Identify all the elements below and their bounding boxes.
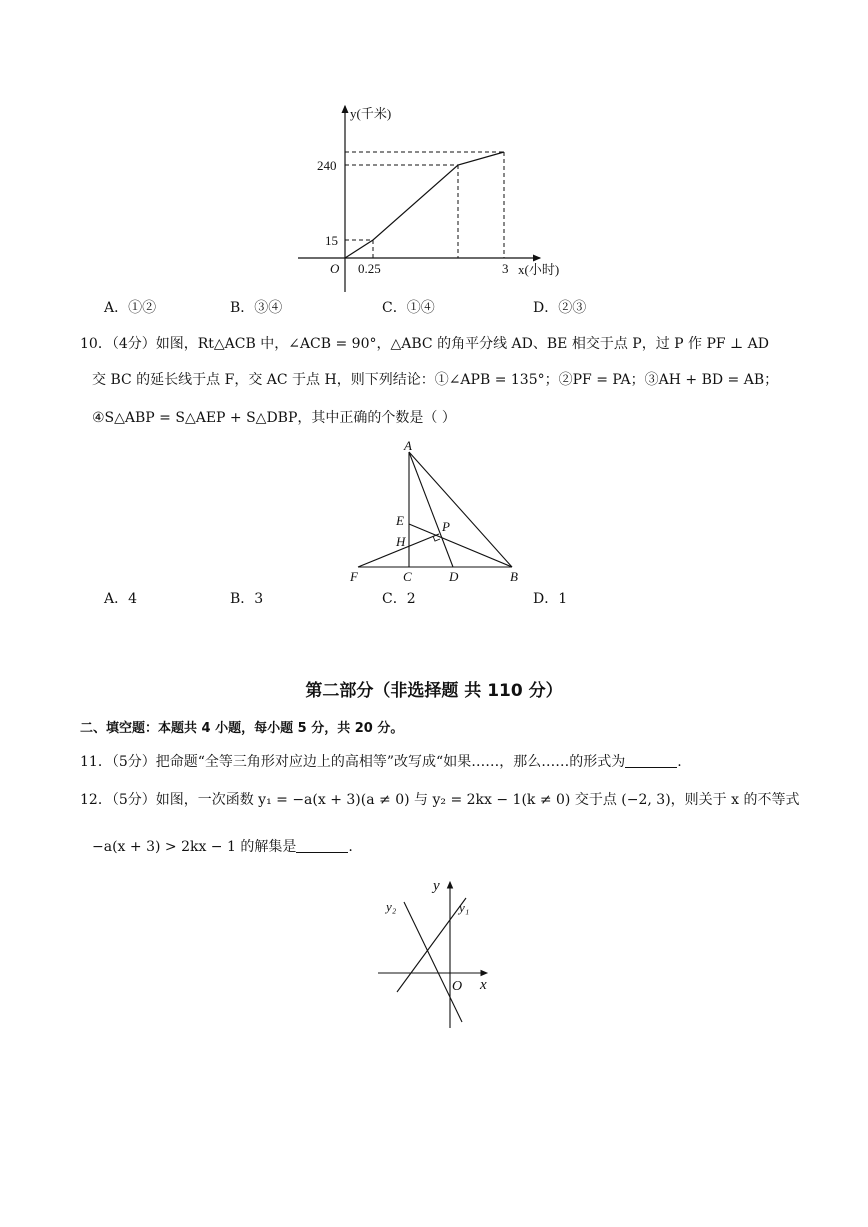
label-p: P xyxy=(442,519,450,534)
q12-end: . xyxy=(348,839,353,855)
y-label-2: y xyxy=(433,878,440,894)
q12-text-2: −a(x + 3) > 2kx − 1 的解集是 xyxy=(92,839,297,855)
line-y2 xyxy=(404,902,462,1022)
section2-title: 二、填空题：本题共 4 小题，每小题 5 分，共 20 分。 xyxy=(80,721,404,736)
label-c: C xyxy=(403,569,412,584)
x-label-2: x xyxy=(480,977,487,993)
q11-line xyxy=(80,752,682,772)
label-f: F xyxy=(350,569,358,584)
q9-option-c[interactable]: C．①④ xyxy=(382,300,435,316)
label-e: E xyxy=(396,513,404,528)
q10-line-2: 交 BC 的延长线于点 F，交 AC 于点 H，则下列结论：①∠APB = 135°；②PF = PA；③AH + BD = AB； xyxy=(92,372,779,388)
q10-line-3: ④S△ABP = S△AEP + S△DBP，其中正确的个数是（ ） xyxy=(92,410,456,426)
y-tick-240: 240 xyxy=(317,158,337,173)
q10-option-a[interactable]: A．4 xyxy=(104,591,138,607)
q9-option-b[interactable]: B．③④ xyxy=(230,300,283,316)
segment-be xyxy=(409,524,512,567)
distance-time-graph xyxy=(290,98,580,294)
q12-line-1: 12．（5分）如图，一次函数 y₁ = −a(x + 3)(a ≠ 0) 与 y₂ = 2kx − 1(k ≠ 0) 交于点 (−2, 3)，则关于 x 的不等式 xyxy=(80,792,800,808)
segment-ad xyxy=(409,452,453,567)
line-y2-label: y₂ xyxy=(386,899,397,914)
q10-option-c[interactable]: C．2 xyxy=(382,591,416,607)
origin-label-2: O xyxy=(452,979,463,994)
origin-label: O xyxy=(330,261,340,276)
label-d: D xyxy=(449,569,459,584)
q10-option-b[interactable]: B．3 xyxy=(230,591,264,607)
q10-option-d[interactable]: D．1 xyxy=(533,591,568,607)
q11-end: . xyxy=(677,754,682,770)
q10-line-1: 10．（4分）如图，Rt△ACB 中，∠ACB = 90°，△ABC 的角平分线 AD、BE 相交于点 P，过 P 作 PF ⊥ AD xyxy=(80,336,770,352)
distance-line xyxy=(345,152,504,258)
triangle-figure xyxy=(340,438,540,588)
line-y1 xyxy=(397,898,466,992)
y-tick-15: 15 xyxy=(325,233,338,248)
x-tick-3: 3 xyxy=(502,261,509,276)
q11-text: 11．（5分）把命题“全等三角形对应边上的高相等”改写成“如果……，那么……的形式为 xyxy=(80,754,626,770)
linear-functions-graph xyxy=(370,872,500,1032)
q12-answer-blank[interactable] xyxy=(296,838,348,853)
q9-option-d[interactable]: D．②③ xyxy=(533,300,587,316)
segment-ab xyxy=(409,452,512,567)
q11-answer-blank[interactable] xyxy=(625,753,677,768)
line-y1-label: y₁ xyxy=(459,900,470,915)
q12-line-2 xyxy=(92,837,353,857)
part2-heading: 第二部分（非选择题 共 110 分） xyxy=(305,681,563,701)
x-axis-label: x(小时) xyxy=(518,262,560,277)
x-tick-025: 0.25 xyxy=(358,261,381,276)
label-a: A xyxy=(404,438,412,453)
y-axis-label: y(千米) xyxy=(350,106,392,121)
label-h: H xyxy=(396,534,406,549)
q9-option-a[interactable]: A．①② xyxy=(104,300,157,316)
label-b: B xyxy=(510,569,518,584)
